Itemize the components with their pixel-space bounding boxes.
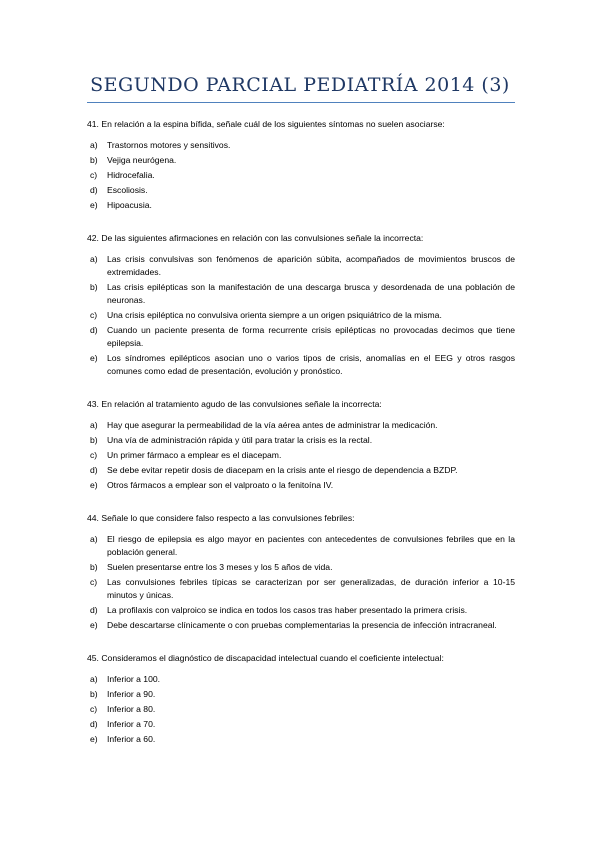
option-text: Inferior a 100. bbox=[107, 674, 161, 684]
question-stem: 44. Señale lo que considere falso respecto a las convulsiones febriles: bbox=[87, 513, 355, 523]
option-list bbox=[87, 673, 515, 746]
option-letter: b) bbox=[90, 282, 98, 292]
option-letter: e) bbox=[90, 620, 98, 630]
option-letter: b) bbox=[90, 155, 98, 165]
option-text: Inferior a 70. bbox=[107, 719, 156, 729]
option-a bbox=[87, 139, 515, 152]
option-text: Otros fármacos a emplear son el valproato o la fenitoína IV. bbox=[107, 480, 334, 490]
option-text: Las convulsiones febriles típicas se caracterizan por ser generalizadas, de duración inferior a 10-15 minutos y únicas. bbox=[107, 577, 515, 600]
option-letter: d) bbox=[90, 605, 98, 615]
option-c bbox=[87, 576, 515, 602]
option-letter: d) bbox=[90, 719, 98, 729]
question-stem: 43. En relación al tratamiento agudo de las convulsiones señale la incorrecta: bbox=[87, 399, 382, 409]
option-text: Debe descartarse clínicamente o con pruebas complementarias la presencia de infección intracraneal. bbox=[107, 620, 497, 630]
question-list bbox=[87, 118, 515, 766]
option-b bbox=[87, 434, 515, 447]
option-text: Suelen presentarse entre los 3 meses y los 5 años de vida. bbox=[107, 562, 333, 572]
option-text: Se debe evitar repetir dosis de diacepam en la crisis ante el riesgo de dependencia a BZDP. bbox=[107, 465, 458, 475]
option-text: Vejiga neurógena. bbox=[107, 155, 177, 165]
question-45 bbox=[87, 652, 515, 746]
option-letter: c) bbox=[90, 170, 98, 180]
option-b bbox=[87, 154, 515, 167]
option-text: Inferior a 60. bbox=[107, 734, 156, 744]
option-c bbox=[87, 309, 515, 322]
option-text: Un primer fármaco a emplear es el diacepam. bbox=[107, 450, 282, 460]
option-c bbox=[87, 169, 515, 182]
title-underline bbox=[87, 102, 515, 103]
option-list bbox=[87, 419, 515, 492]
option-e bbox=[87, 733, 515, 746]
option-letter: d) bbox=[90, 325, 98, 335]
option-e bbox=[87, 352, 515, 378]
option-letter: c) bbox=[90, 704, 98, 714]
option-list bbox=[87, 533, 515, 632]
option-d bbox=[87, 464, 515, 477]
option-letter: b) bbox=[90, 562, 98, 572]
question-44 bbox=[87, 512, 515, 632]
option-letter: c) bbox=[90, 577, 98, 587]
option-letter: b) bbox=[90, 435, 98, 445]
option-a bbox=[87, 673, 515, 686]
question-42 bbox=[87, 232, 515, 378]
option-a bbox=[87, 419, 515, 432]
option-text: Las crisis convulsivas son fenómenos de aparición súbita, acompañados de movimientos bruscos de extremidades. bbox=[107, 254, 515, 277]
option-letter: e) bbox=[90, 734, 98, 744]
option-d bbox=[87, 604, 515, 617]
question-stem: 45. Consideramos el diagnóstico de discapacidad intelectual cuando el coeficiente intelectual: bbox=[87, 653, 444, 663]
option-text: Una crisis epiléptica no convulsiva orienta siempre a un origen psiquiátrico de la misma. bbox=[107, 310, 442, 320]
question-41 bbox=[87, 118, 515, 212]
option-c bbox=[87, 449, 515, 462]
option-letter: e) bbox=[90, 480, 98, 490]
option-list bbox=[87, 253, 515, 378]
option-text: El riesgo de epilepsia es algo mayor en pacientes con antecedentes de convulsiones febriles que en la población general. bbox=[107, 534, 515, 557]
option-b bbox=[87, 281, 515, 307]
option-e bbox=[87, 479, 515, 492]
option-letter: a) bbox=[90, 140, 98, 150]
option-text: Los síndromes epilépticos asocian uno o varios tipos de crisis, anomalías en el EEG y otros rasgos comunes como edad de presentación, evolución y pronóstico. bbox=[107, 353, 515, 376]
option-letter: d) bbox=[90, 185, 98, 195]
option-text: Inferior a 80. bbox=[107, 704, 156, 714]
option-d bbox=[87, 718, 515, 731]
option-b bbox=[87, 561, 515, 574]
question-stem: 42. De las siguientes afirmaciones en relación con las convulsiones señale la incorrecta: bbox=[87, 233, 424, 243]
option-letter: a) bbox=[90, 254, 98, 264]
option-text: Inferior a 90. bbox=[107, 689, 156, 699]
option-a bbox=[87, 533, 515, 559]
option-list bbox=[87, 139, 515, 212]
option-a bbox=[87, 253, 515, 279]
option-letter: c) bbox=[90, 450, 98, 460]
option-text: Una vía de administración rápida y útil para tratar la crisis es la rectal. bbox=[107, 435, 373, 445]
option-letter: e) bbox=[90, 353, 98, 363]
option-letter: a) bbox=[90, 420, 98, 430]
question-stem: 41. En relación a la espina bífida, señale cuál de los siguientes síntomas no suelen asociarse: bbox=[87, 119, 445, 129]
page-title: SEGUNDO PARCIAL PEDIATRÍA 2014 (3) bbox=[90, 74, 510, 96]
option-text: Escoliosis. bbox=[107, 185, 148, 195]
option-text: Hay que asegurar la permeabilidad de la vía aérea antes de administrar la medicación. bbox=[107, 420, 438, 430]
option-text: Trastornos motores y sensitivos. bbox=[107, 140, 231, 150]
option-e bbox=[87, 619, 515, 632]
option-e bbox=[87, 199, 515, 212]
option-text: Cuando un paciente presenta de forma recurrente crisis epilépticas no provocadas decimos que tiene epilepsia. bbox=[107, 325, 515, 348]
option-letter: c) bbox=[90, 310, 98, 320]
option-text: Hipoacusia. bbox=[107, 200, 152, 210]
option-text: Hidrocefalia. bbox=[107, 170, 155, 180]
option-text: Las crisis epilépticas son la manifestación de una descarga brusca y desordenada de una población de neuronas. bbox=[107, 282, 515, 305]
option-letter: b) bbox=[90, 689, 98, 699]
question-43 bbox=[87, 398, 515, 492]
option-letter: d) bbox=[90, 465, 98, 475]
option-d bbox=[87, 324, 515, 350]
option-c bbox=[87, 703, 515, 716]
option-b bbox=[87, 688, 515, 701]
option-d bbox=[87, 184, 515, 197]
option-letter: a) bbox=[90, 674, 98, 684]
option-letter: e) bbox=[90, 200, 98, 210]
option-letter: a) bbox=[90, 534, 98, 544]
option-text: La profilaxis con valproico se indica en todos los casos tras haber presentado la primera crisis. bbox=[107, 605, 468, 615]
